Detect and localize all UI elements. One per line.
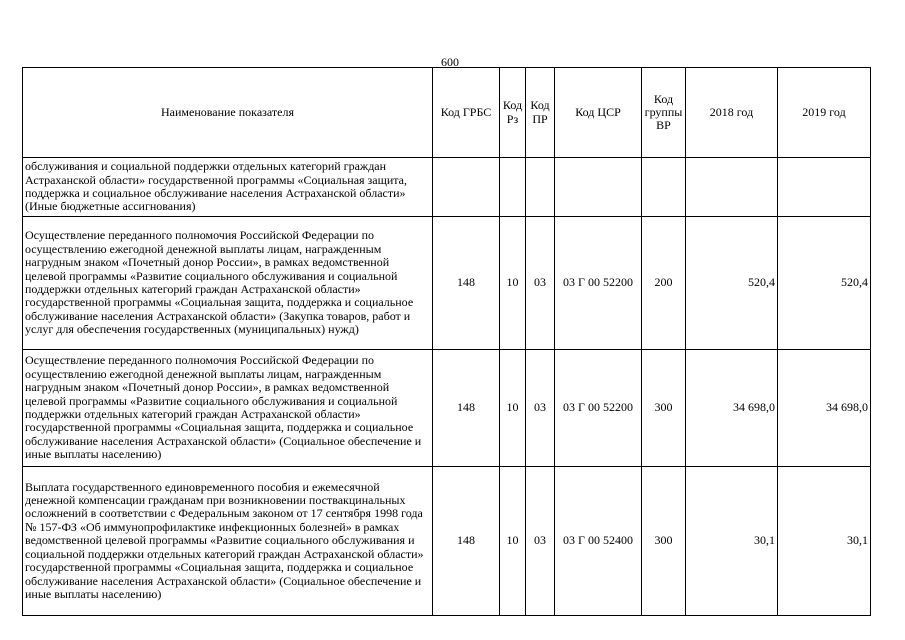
row-vr: 200	[642, 217, 686, 350]
row-grbs: 148	[433, 350, 500, 467]
header-vr: Код группы ВР	[642, 68, 686, 158]
row-csr: 03 Г 00 52400	[555, 467, 642, 616]
row-csr	[555, 158, 642, 217]
row-pr: 03	[526, 467, 555, 616]
table-row	[23, 158, 871, 217]
row-name: Осуществление переданного полномочия Российской Федерации по осуществлению ежегодной денежной выплаты лицам, награжденным нагрудным знаком «Почетный донор России», в рамках ведомственной целевой программы «Развитие социального обслуживания и социальной поддержки отдельных категорий граждан Астраханской области» государственной программы «Социальная защита, поддержка и социальное обслуживание населения Астраханской области» (Социальное обеспечение и иные выплаты населению)	[23, 350, 433, 467]
row-2018: 30,1	[686, 467, 778, 616]
header-rz: Код Рз	[500, 68, 526, 158]
row-pr: 03	[526, 217, 555, 350]
header-2018: 2018 год	[686, 68, 778, 158]
table-row	[23, 350, 871, 467]
row-pr	[526, 158, 555, 217]
header-pr: Код ПР	[526, 68, 555, 158]
row-pr: 03	[526, 350, 555, 467]
row-2019: 30,1	[778, 467, 871, 616]
header-name: Наименование показателя	[23, 68, 433, 158]
row-2018: 520,4	[686, 217, 778, 350]
table-row	[23, 467, 871, 616]
row-grbs: 148	[433, 467, 500, 616]
row-rz: 10	[500, 467, 526, 616]
row-2019: 34 698,0	[778, 350, 871, 467]
row-vr: 300	[642, 350, 686, 467]
header-csr: Код ЦСР	[555, 68, 642, 158]
row-vr: 300	[642, 467, 686, 616]
row-2018	[686, 158, 778, 217]
row-csr: 03 Г 00 52200	[555, 350, 642, 467]
row-rz	[500, 158, 526, 217]
table-row	[23, 217, 871, 350]
page-number: 600	[441, 55, 459, 69]
row-grbs: 148	[433, 217, 500, 350]
header-grbs: Код ГРБС	[433, 68, 500, 158]
row-name: Осуществление переданного полномочия Российской Федерации по осуществлению ежегодной денежной выплаты лицам, награжденным нагрудным знаком «Почетный донор России», в рамках ведомственной целевой программы «Развитие социального обслуживания и социальной поддержки отдельных категорий граждан Астраханской области» государственной программы «Социальная защита, поддержка и социальное обслуживание населения Астраханской области» (Закупка товаров, работ и услуг для обеспечения государственных (муниципальных) нужд)	[23, 217, 433, 350]
row-grbs	[433, 158, 500, 217]
row-name: обслуживания и социальной поддержки отдельных категорий граждан Астраханской области» государственной программы «Социальная защита, поддержка и социальное обслуживание населения Астраханской области» (Иные бюджетные ассигнования)	[23, 158, 433, 217]
row-2019: 520,4	[778, 217, 871, 350]
row-name: Выплата государственного единовременного пособия и ежемесячной денежной компенсации гражданам при возникновении поствакцинальных осложнений в соответствии с Федеральным законом от 17 сентября 1998 года № 157-ФЗ «Об иммунопрофилактике инфекционных болезней» в рамках ведомственной целевой программы «Развитие социального обслуживания и социальной поддержки отдельных категорий граждан Астраханской области» государственной программы «Социальная защита, поддержка и социальное обслуживание населения Астраханской области» (Социальное обеспечение и иные выплаты населению)	[23, 467, 433, 616]
row-2018: 34 698,0	[686, 350, 778, 467]
budget-table	[22, 67, 871, 616]
row-csr: 03 Г 00 52200	[555, 217, 642, 350]
row-rz: 10	[500, 350, 526, 467]
row-2019	[778, 158, 871, 217]
row-rz: 10	[500, 217, 526, 350]
table-header-row	[23, 68, 871, 158]
header-2019: 2019 год	[778, 68, 871, 158]
row-vr	[642, 158, 686, 217]
